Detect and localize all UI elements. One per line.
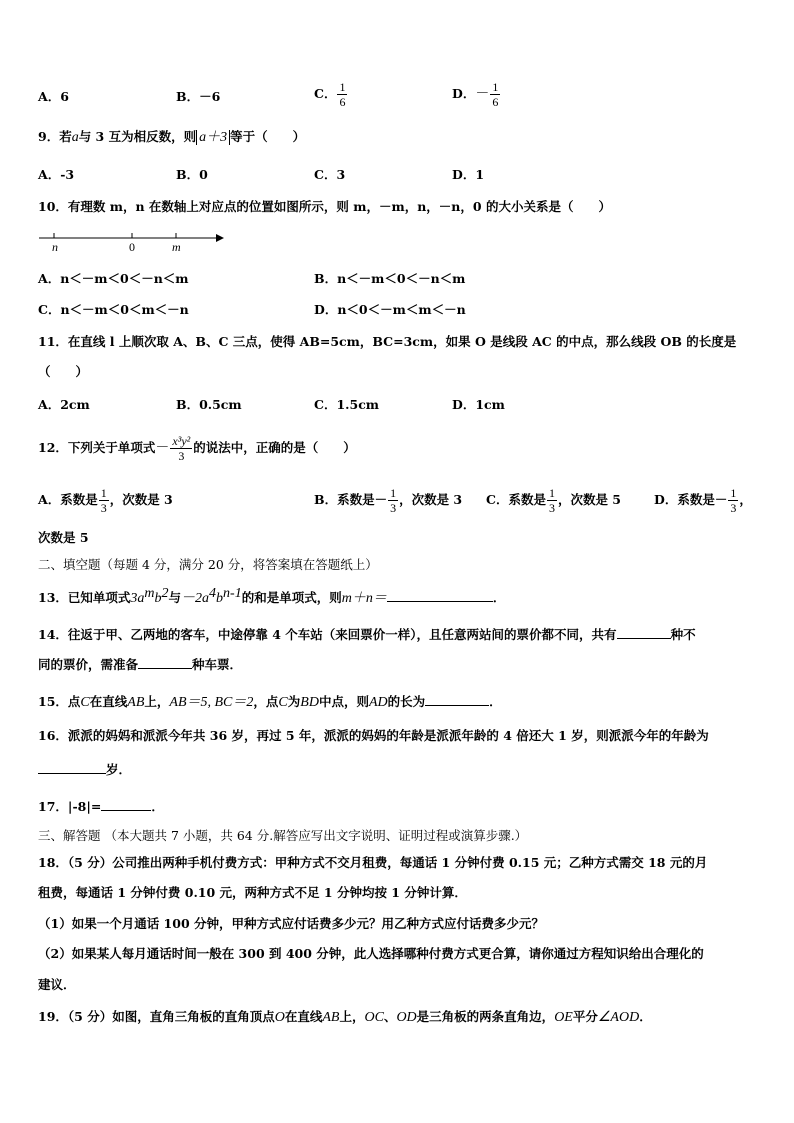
answer-blank [425, 692, 489, 706]
q8-option-c [314, 80, 348, 109]
question-18-part1: （1）如果一个月通话 100 分钟，甲种方式应付话费多少元？用乙种方式应付话费多少元？ [38, 916, 544, 931]
q11-option-c: C．1.5cm [314, 397, 380, 412]
question-9: 9．若a与 3 互为相反数，则 a＋3 等于（ ） [38, 129, 306, 145]
question-18-part2-line1: （2）如果某人每月通话时间一般在 300 到 400 分钟，此人选择哪种付费方式更合算，请你通过方程知识给出合理化的 [38, 946, 704, 961]
question-11-line1: 11．在直线 l 上顺次取 A、B、C 三点，使得 AB=5cm，BC=3cm，如果 O 是线段 AC 的中点，那么线段 OB 的长度是 [38, 334, 737, 349]
question-14-line1: 14．往返于甲、乙两地的客车，中途停靠 4 个车站（来回票价一样），且任意两站间的票价都不同，共有 种不 [38, 627, 696, 642]
q8-option-a: A．6 [38, 89, 69, 104]
question-12: 12．下列关于单项式－ $\frac{\text{x³y²}}{3}$ 的说法中，正确的是（ ） [38, 434, 356, 463]
q10-option-b: B．n＜－m＜0＜－n＜m [314, 271, 466, 286]
q9-option-c: C．3 [314, 167, 346, 182]
q10-option-a: A．n＜－m＜0＜－n＜m [38, 271, 189, 286]
q11-option-b: B．0.5cm [176, 397, 242, 412]
q11-option-d: D．1cm [452, 397, 505, 412]
answer-blank [38, 760, 106, 774]
question-14-line2: 同的票价，需准备 种车票． [38, 657, 243, 672]
section-2-heading: 二、填空题（每题 4 分，满分 20 分，将答案填在答题纸上） [38, 557, 378, 572]
answer-blank [387, 588, 493, 602]
q12-option-a: A．系数是 $\frac{1}{3}$ ，次数是 3 [38, 486, 173, 515]
q12-option-b: B．系数是－ $\frac{1}{3}$ ，次数是 3 [314, 486, 463, 515]
question-13: 13．已知单项式$3a^mb^2$与$-2a^4b^{n-1}$的和是单项式，则m＋n＝ ． [38, 585, 506, 606]
q12-option-d-continued: 次数是 5 [38, 530, 89, 545]
q10-option-c: C．n＜－m＜0＜m＜－n [38, 302, 189, 317]
question-16-line1: 16．派派的妈妈和派派今年共 36 岁，再过 5 年，派派的妈妈的年龄是派派年龄的 4 倍还大 1 岁，则派派今年的年龄为 [38, 728, 709, 743]
question-11-line2: （ ） [38, 364, 89, 379]
option-prefix: C． [314, 86, 337, 101]
q9-option-b: B．0 [176, 167, 208, 182]
fraction: $\frac{1}{6}$ [339, 80, 346, 109]
fraction: $\frac{1}{6}$ [492, 80, 499, 109]
question-18-line1: 18．（5 分）公司推出两种手机付费方式：甲种方式不交月租费，每通话 1 分钟付费 0.15 元；乙种方式需交 18 元的月 [38, 855, 708, 870]
q8-option-b: B．－6 [176, 89, 221, 104]
q11-option-a: A．2cm [38, 397, 90, 412]
answer-blank [101, 797, 151, 811]
q9-option-a: A．-3 [38, 167, 75, 182]
q8-option-d [452, 80, 501, 109]
q12-option-d: D．系数是－ $\frac{1}{3}$ ， [654, 486, 752, 515]
section-3-heading: 三、解答题 （本大题共 7 小题，共 64 分.解答应写出文字说明、证明过程或演算步骤.） [38, 828, 528, 843]
number-line [36, 228, 226, 256]
question-15: 15．点C在直线AB上，AB＝5, BC＝2，点C为BD中点，则AD的长为 ． [38, 694, 502, 710]
q10-option-d: D．n＜0＜－m＜m＜－n [314, 302, 466, 317]
q12-option-c: C．系数是 $\frac{1}{3}$ ，次数是 5 [486, 486, 622, 515]
minus-sign: － [475, 87, 490, 102]
answer-blank [138, 655, 192, 669]
monomial-fraction: $\frac{\text{x³y²}}{3}$ [172, 434, 191, 463]
m-label: m [172, 240, 181, 254]
question-17: 17．|-8|= ． [38, 799, 164, 814]
question-16-line2: 岁． [38, 760, 131, 778]
absolute-value: a＋3 [196, 130, 230, 145]
question-18-line2: 租费，每通话 1 分钟付费 0.10 元，两种方式不足 1 分钟均按 1 分钟计算． [38, 885, 467, 900]
q9-option-d: D．1 [452, 167, 485, 182]
answer-blank [617, 625, 671, 639]
question-19: 19．（5 分）如图，直角三角板的直角顶点O在直线AB上，OC、OD是三角板的两条直角边，OE平分∠AOD． [38, 1009, 652, 1025]
n-label: n [52, 240, 58, 254]
question-10: 10．有理数 m，n 在数轴上对应点的位置如图所示，则 m，－m，n，－n，0 的大小关系是（ ） [38, 199, 611, 214]
zero-label: 0 [129, 240, 135, 254]
option-prefix: D． [452, 86, 476, 101]
question-18-part2-line2: 建议． [38, 977, 76, 992]
